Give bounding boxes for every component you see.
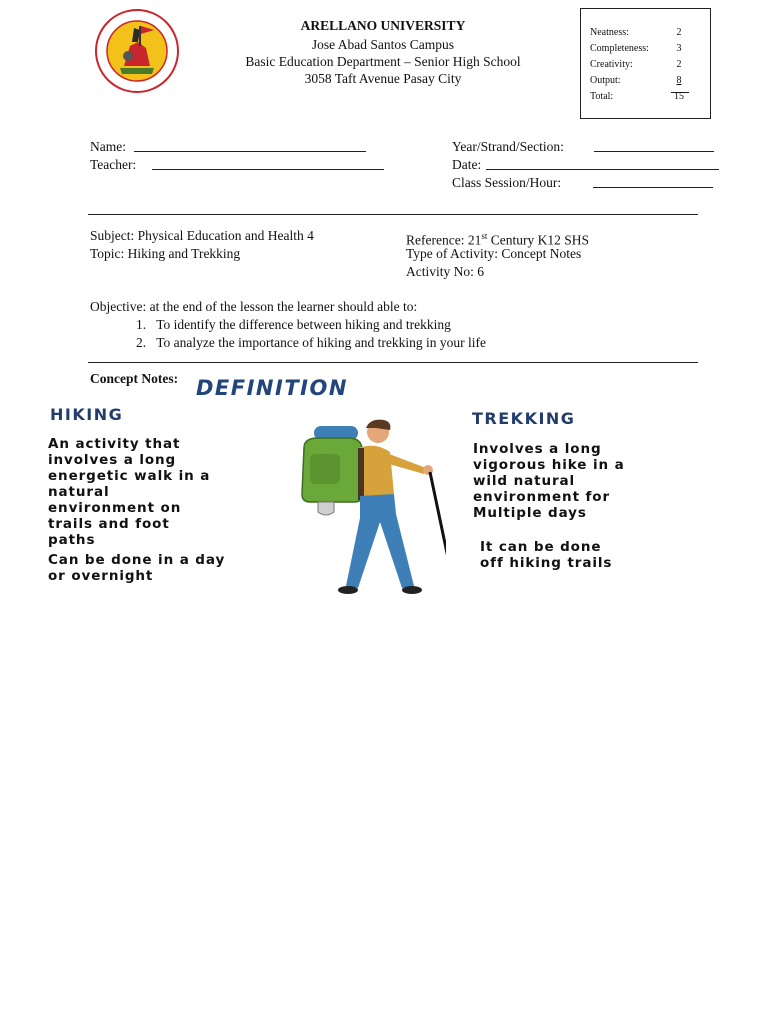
campus-name: Jose Abad Santos Campus — [311, 37, 455, 52]
divider — [88, 214, 698, 215]
date-label: Date: — [452, 157, 482, 172]
score-label: Completeness: — [590, 43, 649, 54]
teacher-field[interactable] — [152, 169, 384, 170]
department-name: Basic Education Department – Senior High School — [245, 54, 521, 69]
university-seal-logo — [94, 8, 180, 94]
topic-text: Topic: Hiking and Trekking — [90, 246, 241, 261]
year-strand-section-label: Year/Strand/Section: — [452, 139, 564, 154]
class-session-label: Class Session/Hour: — [452, 175, 562, 190]
trekking-off-trail: It can be done off hiking trails — [480, 539, 613, 571]
subject-text: Subject: Physical Education and Health 4 — [90, 228, 314, 243]
score-value: 15 — [674, 91, 684, 102]
date-field[interactable] — [486, 169, 719, 170]
divider — [88, 362, 698, 363]
score-label: Total: — [590, 91, 614, 102]
score-value: 3 — [676, 43, 682, 54]
school-address: 3058 Taft Avenue Pasay City — [304, 71, 462, 86]
university-name: ARELLANO UNIVERSITY — [300, 18, 466, 33]
hiking-definition: An activity that involves a long energetic walk in a natural environment on trails and foot paths — [48, 436, 211, 548]
score-value: 2 — [676, 27, 682, 38]
activity-type-text: Type of Activity: Concept Notes — [406, 246, 582, 261]
hiker-illustration — [296, 418, 446, 598]
score-value: 2 — [676, 59, 682, 70]
concept-notes-label: Concept Notes: — [90, 371, 179, 386]
activity-no-text: Activity No: 6 — [406, 264, 484, 279]
objective-intro: Objective: at the end of the lesson the learner should able to: — [90, 299, 418, 314]
name-field[interactable] — [134, 151, 366, 152]
trekking-title: TREKKING — [472, 409, 576, 428]
definition-title: DEFINITION — [196, 376, 348, 400]
score-label: Output: — [590, 75, 621, 86]
class-session-field[interactable] — [593, 187, 713, 188]
objective-item: 2. To analyze the importance of hiking and trekking in your life — [136, 335, 486, 350]
hiking-duration: Can be done in a day or overnight — [48, 552, 226, 584]
score-label: Creativity: — [590, 59, 633, 70]
name-label: Name: — [90, 139, 126, 154]
reference-text: Reference: 21st Century K12 SHS — [406, 231, 589, 248]
score-box — [580, 8, 711, 119]
score-value: 8 — [676, 75, 682, 86]
trekking-definition: Involves a long vigorous hike in a wild natural environment for Multiple days — [473, 441, 625, 521]
teacher-label: Teacher: — [90, 157, 137, 172]
year-strand-section-field[interactable] — [594, 151, 714, 152]
score-label: Neatness: — [590, 27, 629, 38]
hiking-title: HIKING — [50, 405, 124, 424]
objective-item: 1. To identify the difference between hiking and trekking — [136, 317, 451, 332]
